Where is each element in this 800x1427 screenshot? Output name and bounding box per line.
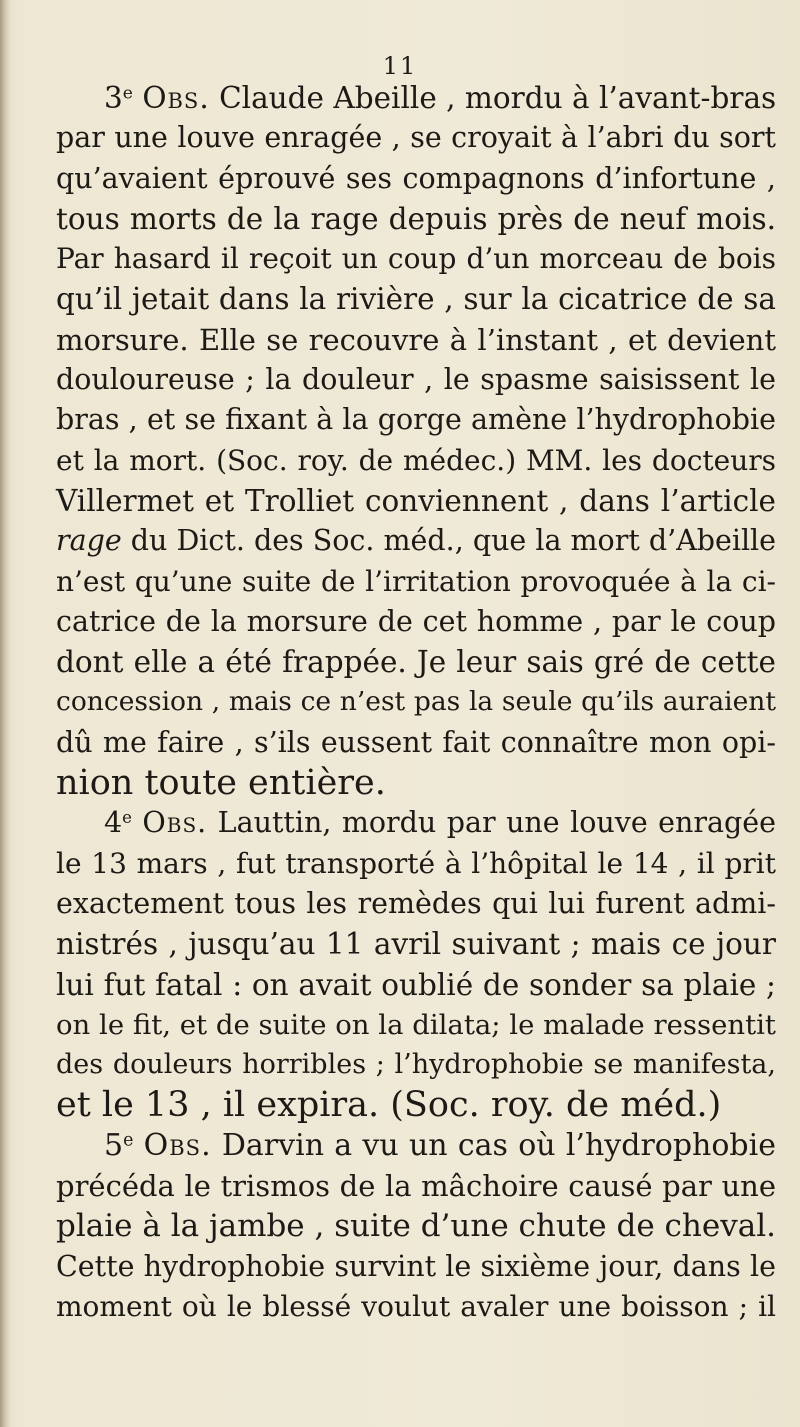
text-line: dû me faire , s’ils eussent fait connaître mon opi- — [56, 725, 776, 759]
text-line: Cette hydrophobie survint le sixième jour, dans le — [56, 1249, 776, 1283]
text-line: et la mort. (Soc. roy. de médec.) MM. les docteurs — [56, 443, 776, 477]
text-line: des douleurs horribles ; l’hydrophobie se manifesta, — [56, 1049, 776, 1081]
line-text: Darvin a vu un cas où l’hydrophobie — [211, 1127, 776, 1163]
text-line: nion toute entière. — [56, 763, 386, 804]
line-text: Claude Abeille , mordu à l’avant-bras — [209, 81, 777, 115]
observation-label: Obs. — [142, 806, 208, 840]
text-line: et le 13 , il expira. (Soc. roy. de méd.) — [56, 1085, 722, 1126]
text-line: qu’avaient éprouvé ses compagnons d’infortune , — [56, 161, 776, 195]
observation-heading-line — [56, 78, 776, 118]
line-text: Lauttin, mordu par une louve enragée — [207, 806, 776, 840]
text-line: nistrés , jusqu’au 11 avril suivant ; mais ce jour — [56, 927, 776, 962]
observation-heading-line — [56, 1126, 776, 1166]
ordinal-superscript: e — [122, 83, 133, 104]
text-line: Villermet et Trolliet conviennent , dans l’article — [56, 483, 776, 518]
text-line: concession , mais ce n’est pas la seule qu’ils auraient — [56, 686, 776, 718]
text-line: précéda le trismos de la mâchoire causé par une — [56, 1169, 776, 1204]
text-line: plaie à la jambe , suite d’une chute de cheval. — [56, 1208, 776, 1245]
observation-label: Obs. — [142, 81, 210, 115]
observation-number: 5 — [104, 1127, 124, 1163]
text-line: morsure. Elle se recouvre à l’instant , et devient — [56, 322, 776, 357]
text-line: exactement tous les remèdes qui lui furent admi- — [56, 886, 776, 920]
italic-term: rage — [56, 524, 122, 558]
ordinal-superscript: e — [123, 1130, 134, 1151]
text-line: lui fut fatal : on avait oublié de sonder sa plaie ; — [56, 967, 776, 1002]
text-line: douloureuse ; la douleur , le spasme saisissent le — [56, 363, 776, 397]
observation-number: 3 — [104, 81, 123, 115]
text-line: le 13 mars , fut transporté à l’hôpital le 14 , il prit — [56, 846, 776, 880]
text-line: dont elle a été frappée. Je leur sais gré de cette — [56, 645, 776, 680]
observation-heading-line — [56, 803, 776, 843]
observation-label: Obs. — [143, 1127, 212, 1163]
text-line: Par hasard il reçoit un coup d’un morceau de bois — [56, 242, 776, 276]
text-line: moment où le blessé voulut avaler une boisson ; il — [56, 1289, 776, 1323]
text-line: qu’il jetait dans la rivière , sur la cicatrice de sa — [56, 282, 776, 317]
text-line: tous morts de la rage depuis près de neuf mois. — [56, 201, 776, 236]
text-line: bras , et se fixant à la gorge amène l’hydrophobie — [56, 403, 776, 437]
text-line: par une louve enragée , se croyait à l’abri du sort — [56, 121, 776, 155]
binding-gutter-shadow — [0, 0, 10, 1427]
text-line: catrice de la morsure de cet homme , par le coup — [56, 604, 776, 638]
page-number: 11 — [382, 52, 418, 80]
body-text — [56, 78, 776, 1327]
observation-number: 4 — [104, 806, 123, 840]
text-line: n’est qu’une suite de l’irritation provoquée à la ci- — [56, 564, 776, 598]
text-line: on le fit, et de suite on la dilata; le malade ressentit — [56, 1008, 776, 1041]
line-text: du Dict. des Soc. méd., que la mort d’Abeille — [121, 524, 777, 558]
text-line — [56, 521, 776, 561]
ordinal-superscript: e — [122, 808, 132, 828]
